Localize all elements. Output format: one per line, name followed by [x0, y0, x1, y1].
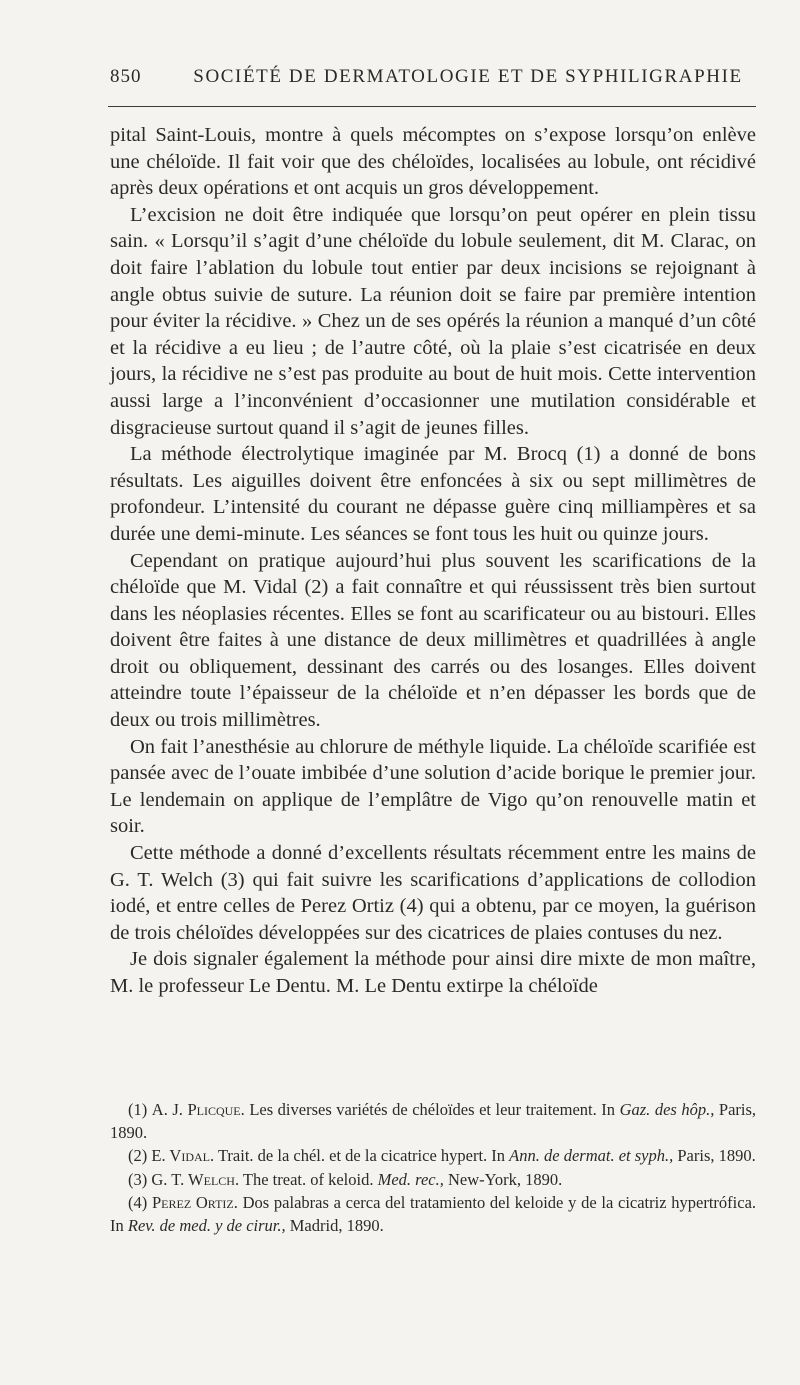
footnote — [110, 1098, 756, 1144]
footnote-journal: Med. rec., — [377, 1169, 444, 1189]
footnote-author: E. Vidal. — [151, 1146, 215, 1166]
footnote-tail: Paris, 1890. — [110, 1100, 757, 1143]
footnote — [110, 1168, 756, 1191]
running-title: SOCIÉTÉ DE DERMATOLOGIE ET DE SYPHILIGRAPHIE — [193, 66, 743, 87]
body-text — [110, 122, 756, 1000]
page-number: 850 — [110, 66, 142, 87]
footnote-author: G. T. Welch. — [151, 1169, 240, 1189]
footnote-marker: (4) — [128, 1192, 148, 1212]
paragraph: pital Saint-Louis, montre à quels mécomptes on s’expose lorsqu’on enlève une chéloïde. Il fait voir que des chéloïdes, localisées au lobule, ont récidivé après deux opérations et ont acquis un gros développement. — [110, 124, 756, 200]
footnote-text: The treat. of keloid. — [242, 1169, 374, 1189]
paragraph: La méthode électrolytique imaginée par M. Brocq (1) a donné de bons résultats. Les aiguilles doivent être enfoncées à six ou sept millimètres de profondeur. L’intensité du courant ne dépasse guère cinq milliampères et sa durée une demi-minute. Les séances se font tous les huit ou quinze jours. — [110, 443, 756, 545]
paragraph: On fait l’anesthésie au chlorure de méthyle liquide. La chéloïde scarifiée est pansée avec de l’ouate imbibée d’une solution d’acide borique le premier jour. Le lendemain on applique de l’emplâtre de Vigo qu’on renouvelle matin et soir. — [110, 735, 756, 838]
footnote-author: Perez Ortiz. — [151, 1192, 238, 1212]
paragraph: Cette méthode a donné d’excellents résultats récemment entre les mains de G. T. Welch (3) qui fait suivre les scarifications d’applications de collodion iodé, et entre celles de Perez Ortiz (4) qui a obtenu, par ce moyen, la guérison de trois chéloïdes développées sur des cicatrices de plaies contuses du nez. — [110, 842, 756, 944]
paragraph: L’excision ne doit être indiquée que lorsqu’on peut opérer en plein tissu sain. « Lorsqu’il s’agit d’une chéloïde du lobule seulement, dit M. Clarac, on doit faire l’ablation du lobule tout entier par deux incisions se rejoignant à angle obtus suivie de suture. La réunion doit se faire par première intention pour éviter la récidive. » Chez un de ses opérés la réunion a manqué d’un côté et la récidive a eu lieu ; de l’autre côté, où la plaie s’est cicatrisée en deux jours, la récidive ne s’est pas produite au bout de huit mois. Cette intervention aussi large a l’inconvénient d’occasionner une mutilation considérable et disgracieuse surtout quand il s’agit de jeunes filles. — [110, 203, 756, 439]
footnote — [110, 1191, 756, 1237]
header-rule — [108, 106, 756, 107]
paragraph: Je dois signaler également la méthode pour ainsi dire mixte de mon maître, M. le professeur Le Dentu. M. Le Dentu extirpe la chéloïde — [110, 948, 756, 997]
footnote-journal: Gaz. des hôp., — [619, 1100, 715, 1119]
footnote — [110, 1144, 756, 1167]
footnote-text: Dos palabras a cerca del tratamiento del keloide y de la cicatriz hypertrófica. In — [110, 1192, 757, 1236]
running-header — [110, 66, 756, 88]
footnote-author: A. J. Plicque. — [151, 1100, 245, 1119]
footnote-journal: Rev. de med. y de cirur., — [127, 1216, 286, 1236]
footnote-text: Trait. de la chél. et de la cicatrice hypert. In — [217, 1146, 506, 1166]
footnotes — [110, 1098, 756, 1237]
paragraph: Cependant on pratique aujourd’hui plus souvent les scarifications de la chéloïde que M. Vidal (2) a fait connaître et qui réussissent très bien surtout dans les néoplasies récentes. Elles se font au scarificateur ou au bistouri. Elles doivent être faites à une distance de deux millimètres et quadrillées à angle droit ou obliquement, dessinant des carrés ou des losanges. Elles doivent atteindre toute l’épaisseur de la chéloïde et n’en dépasser les bords que de deux ou trois millimètres. — [110, 549, 756, 732]
footnote-text: Les diverses variétés de chéloïdes et leur traitement. In — [249, 1100, 616, 1119]
footnote-marker: (3) — [128, 1169, 148, 1189]
footnote-tail: Madrid, 1890. — [289, 1216, 384, 1236]
footnote-marker: (2) — [128, 1146, 148, 1166]
footnote-marker: (1) — [128, 1100, 148, 1119]
footnote-tail: New-York, 1890. — [448, 1169, 563, 1189]
footnote-journal: Ann. de dermat. et syph., — [509, 1146, 674, 1166]
footnote-tail: Paris, 1890. — [677, 1146, 756, 1166]
